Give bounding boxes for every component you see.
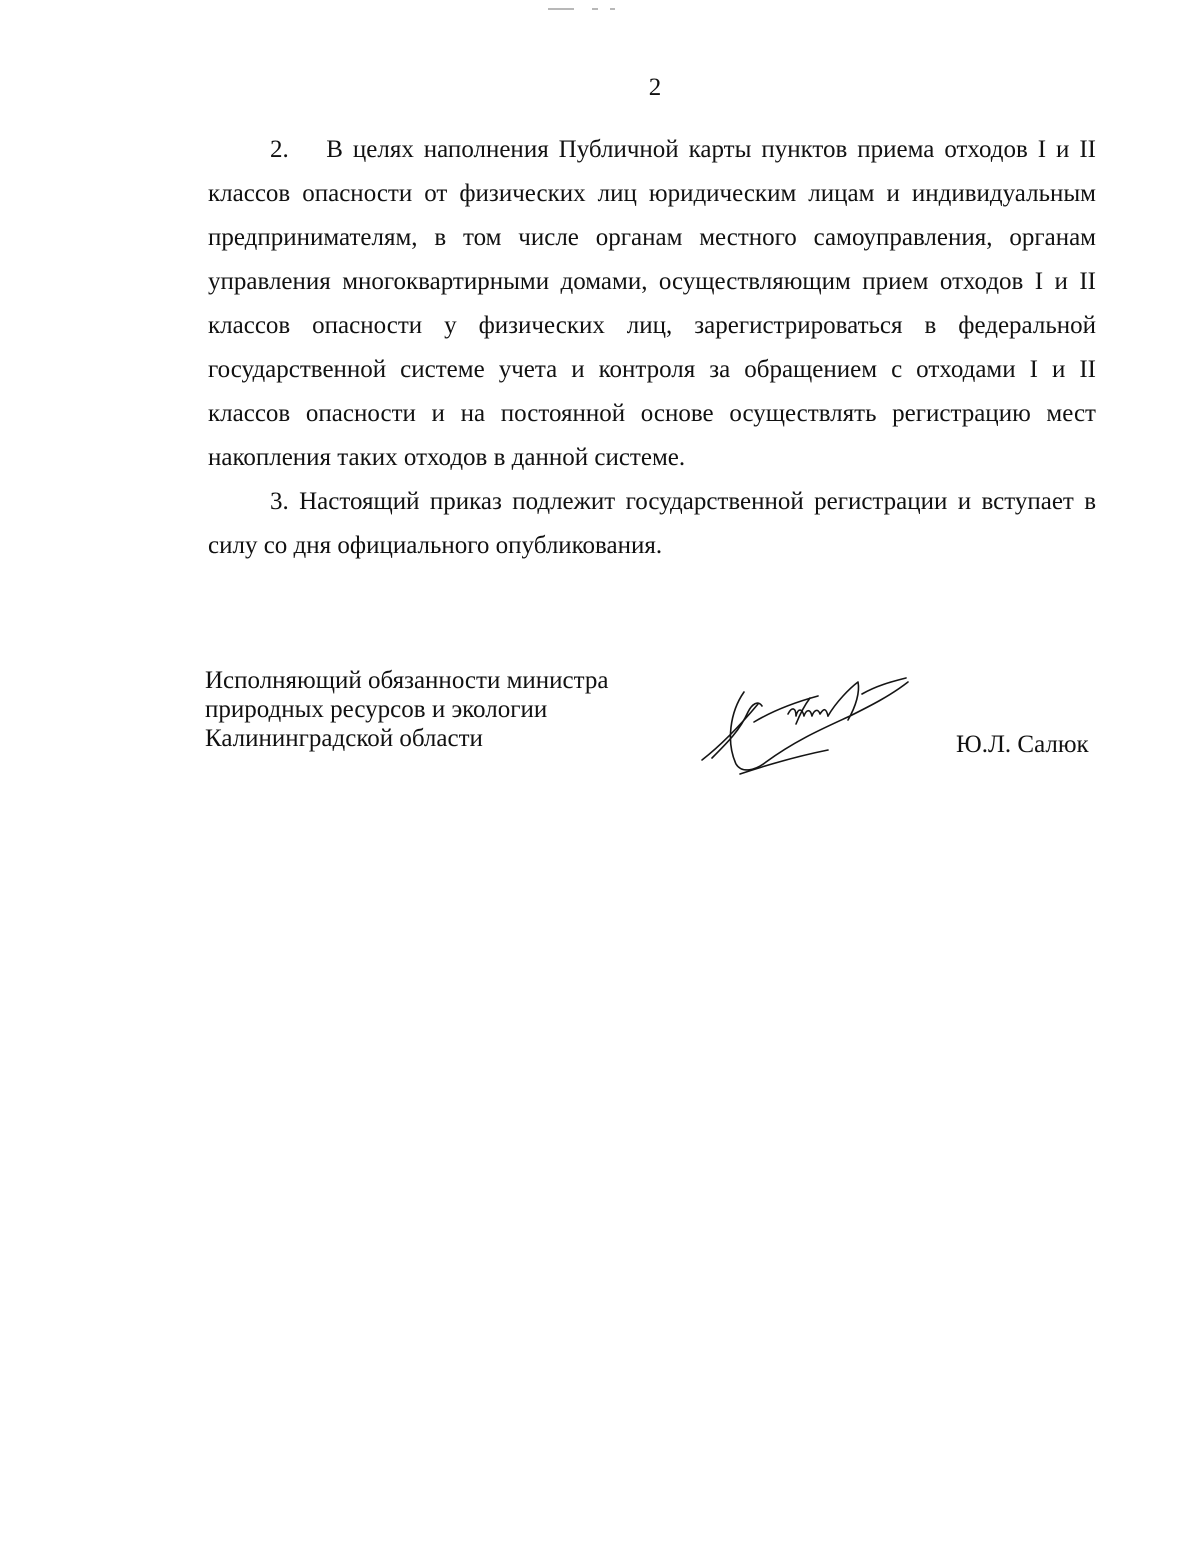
document-body [208,128,1096,568]
paragraph-3: 3. Настоящий приказ подлежит государственной регистрации и вступает в силу со дня официального опубликования. [208,488,1096,559]
signer-name: Ю.Л. Салюк [956,731,1089,758]
signatory-title-line: природных ресурсов и экологии [205,696,548,723]
signatory-title [205,666,608,753]
handwritten-signature [700,672,915,782]
scan-artifact [548,8,618,12]
page-number: 2 [648,74,662,101]
signatory-title-line: Исполняющий обязанности министра [205,667,609,694]
paragraph-2: 2. В целях наполнения Публичной карты пунктов приема отходов I и II классов опасности от физических лиц юридическим лицам и индивидуальным предпринимателям, в том числе органам местного самоуправления, органам управления многоквартирными домами, осуществляющим прием отходов I и II классов опасности у физических лиц, зарегистрироваться в федеральной государственной системе учета и контроля за обращением с отходами I и II классов опасности и на постоянной основе осуществлять регистрацию мест накопления таких отходов в данной системе. [208,136,1096,471]
signatory-title-line: Калининградской области [205,725,483,752]
